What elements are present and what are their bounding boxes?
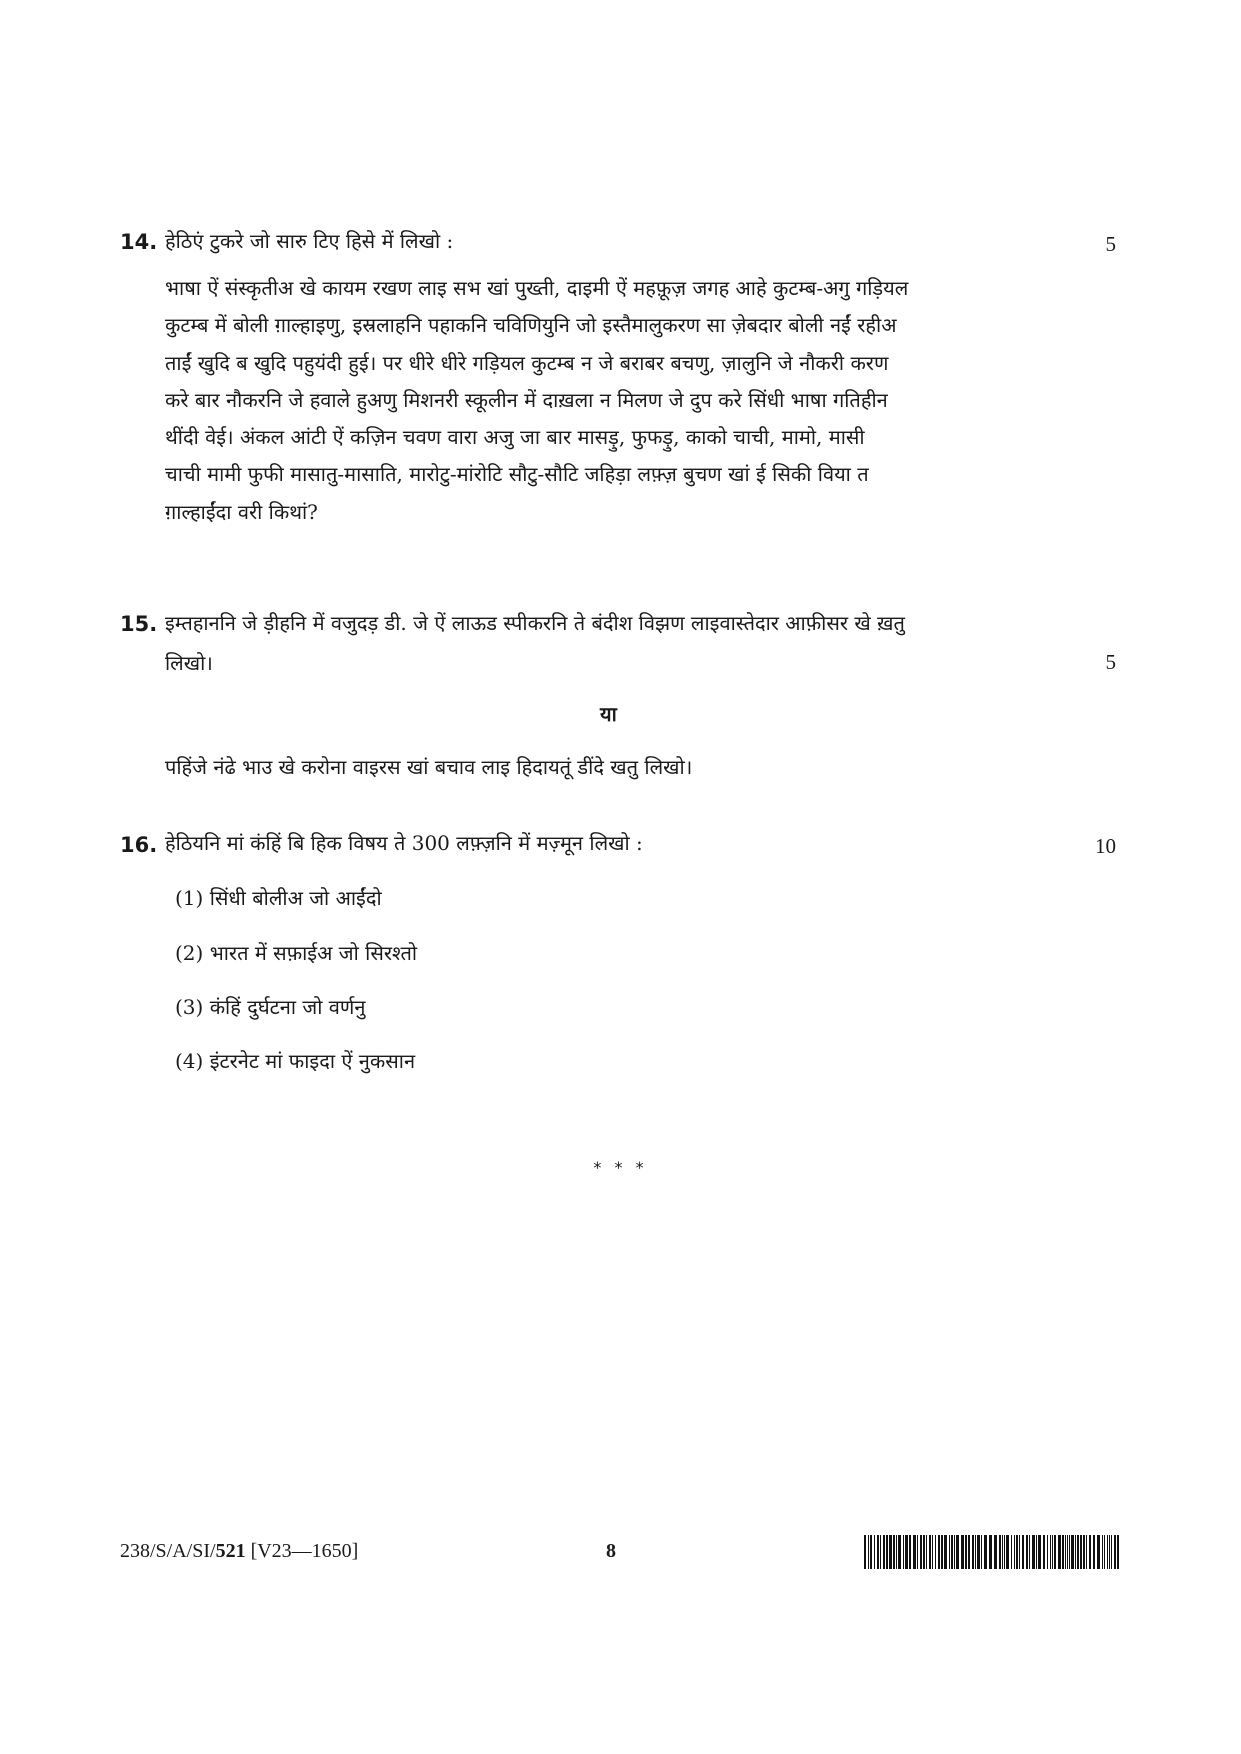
barcode-bar [1067, 1535, 1068, 1569]
question-marks: 5 [1105, 650, 1116, 674]
barcode-bar [1075, 1535, 1076, 1569]
barcode-bar [941, 1535, 943, 1569]
question-prompt: हेठियनि मां कंहिं बि हिक विषय ते 300 लफ़्ज़नि में मज़्मून लिखो : [165, 831, 643, 855]
barcode-bar [868, 1535, 869, 1569]
barcode-bar [951, 1535, 953, 1569]
barcode-bar [994, 1535, 997, 1569]
barcode-bar [923, 1535, 925, 1569]
barcode-bar [898, 1535, 901, 1569]
barcode-bar [1038, 1535, 1041, 1569]
passage-line: करे बार नौकरनि जे हवाले हुअणु मिशनरी स्कूलीन में दाख़ला न मिलण जे दुप करे सिंधी भाषा गतिहीन [165, 387, 888, 412]
barcode-bar [1089, 1535, 1091, 1569]
paper-code [120, 1540, 358, 1563]
barcode-bar [1114, 1535, 1116, 1569]
barcode-bar [1011, 1535, 1012, 1569]
barcode-bar [935, 1535, 936, 1569]
paper-code-prefix: 238/S/A/SI/ [120, 1540, 216, 1562]
passage-line: थींदी वेई। अंकल आंटी ऐं कज़िन चवण वारा अजु जा बार मासड़ु, फुफड़ु, काको चाची, मामो, मासी [165, 425, 865, 450]
barcode-bar [981, 1535, 982, 1569]
barcode-bar [905, 1535, 908, 1569]
barcode-bar [1047, 1535, 1048, 1569]
barcode-bar [1086, 1535, 1087, 1569]
barcode-bar [1058, 1535, 1061, 1569]
barcode-bar [1002, 1535, 1003, 1569]
barcode-bar [889, 1535, 892, 1569]
page-number: 8 [606, 1540, 616, 1562]
barcode-bar [877, 1535, 879, 1569]
barcode-bar [917, 1535, 918, 1569]
barcode-bar [989, 1535, 992, 1569]
barcode-bar [954, 1535, 955, 1569]
barcode-bar [1093, 1535, 1095, 1569]
paper-code-suffix: [V23—1650] [245, 1540, 359, 1562]
barcode-bar [1050, 1535, 1051, 1569]
barcode-bar [1111, 1535, 1112, 1569]
question-prompt-line: लिखो। [165, 651, 213, 675]
barcode-bar [1014, 1535, 1015, 1569]
barcode-bar [1026, 1535, 1028, 1569]
barcode-bar [929, 1535, 931, 1569]
essay-option: (2) भारत में सफ़ाईअ जो सिरश्तो [175, 941, 418, 965]
or-separator: या [600, 702, 617, 726]
barcode-bar [1077, 1535, 1079, 1569]
essay-option: (3) कंहिं दुर्घटना जो वर्णनु [175, 995, 366, 1019]
question-prompt: हेठिएं टुकरे जो सारु टिए हिसे में लिखो : [165, 229, 454, 253]
essay-option: (4) इंटरनेट मां फाइदा ऐं नुकसान [175, 1049, 416, 1073]
passage-line: भाषा ऐं संस्कृतीअ खे कायम रखण लाइ सभ खां पुख्ती, दाइमी ऐं महफ़ूज़ जगह आहे कुटम्ब-अगु गड़ियल [165, 276, 909, 300]
barcode-bar [1104, 1535, 1105, 1569]
barcode-bar [1004, 1535, 1005, 1569]
barcode-bar [1065, 1535, 1066, 1569]
barcode-bar [968, 1535, 970, 1569]
barcode-bar [1022, 1535, 1024, 1569]
barcode-bar [880, 1535, 881, 1569]
barcode-bar [1006, 1535, 1009, 1569]
barcode-bar [1107, 1535, 1108, 1569]
barcode-bar [1029, 1535, 1030, 1569]
barcode-bar [883, 1535, 885, 1569]
barcode-bar [1032, 1535, 1035, 1569]
barcode-bar [1102, 1535, 1103, 1569]
barcode-bar [870, 1535, 872, 1569]
barcode-bar [893, 1535, 895, 1569]
barcode-bar [956, 1535, 959, 1569]
question-marks: 10 [1095, 834, 1116, 858]
barcode-bar [977, 1535, 980, 1569]
barcode-bar [874, 1535, 875, 1569]
alternative-prompt: पहिंजे नंढे भाउ खे करोना वाइरस खां बचाव लाइ हिदायतूं डींदे खतु लिखो। [165, 755, 693, 779]
barcode-bar [913, 1535, 916, 1569]
barcode-bar [920, 1535, 922, 1569]
barcode-bar [1054, 1535, 1056, 1569]
passage-line: ग़ाल्हाईंदा वरी किथां? [165, 499, 318, 524]
barcode-bar [1016, 1535, 1018, 1569]
passage-line: चाची मामी फुफी मासातु-मासाति, मारोटु-मांरोटि सौटु-सौटि जहिड़ा लफ़्ज़ बुचण खां ई सिकी विया त [165, 462, 869, 487]
paper-code-number: 521 [215, 1540, 246, 1562]
barcode-bar [932, 1535, 933, 1569]
barcode-bar [1117, 1535, 1119, 1569]
question-prompt-line: इम्तहाननि जे ड़ीहनि में वजुदड़ डी. जे ऐं लाऊड स्पीकरनि ते बंदीश विझण लाइवास्तेदार आफ़ीसर खे ख़तु [165, 611, 905, 635]
passage-paragraph [165, 270, 1070, 531]
barcode-bar [1052, 1535, 1053, 1569]
barcode-bar [965, 1535, 967, 1569]
barcode-bar [975, 1535, 976, 1569]
barcode-bar [1097, 1535, 1100, 1569]
barcode-bar [1109, 1535, 1110, 1569]
question-number: 15. [120, 612, 158, 636]
question-number: 14. [120, 230, 158, 254]
barcode-bar [999, 1535, 1001, 1569]
essay-option: (1) सिंधी बोलीअ जो आईंदो [175, 886, 382, 910]
passage-line: कुटम्ब में बोली ग़ाल्हाइणु, इस्रलाहनि पहाकनि चविणियुनि जो इस्तैमालुकरण सा ज़ेबदार बोली नईं रहीअ [165, 313, 897, 338]
barcode-bar [926, 1535, 927, 1569]
barcode-bar [864, 1535, 866, 1569]
barcode-bar [1080, 1535, 1082, 1569]
barcode-bar [1019, 1535, 1020, 1569]
barcode-bar [903, 1535, 904, 1569]
barcode-bar [896, 1535, 897, 1569]
barcode-bar [984, 1535, 987, 1569]
barcode-bar [886, 1535, 888, 1569]
barcode-bar [961, 1535, 964, 1569]
barcode-bar [909, 1535, 911, 1569]
barcode-bar [1062, 1535, 1064, 1569]
barcode-bar [1083, 1535, 1085, 1569]
barcode-bar [1071, 1535, 1074, 1569]
end-of-paper-marker: * * * [593, 1158, 648, 1177]
barcode-image [864, 1535, 1120, 1569]
barcode-bar [1043, 1535, 1045, 1569]
question-marks: 5 [1105, 232, 1116, 256]
passage-line: ताईं खुदि ब खुदि पहुयंदी हुई। पर धीरे धीरे गड़ियल कुटम्ब न जे बराबर बचणु, ज़ालुनि जे नौकरी करण [165, 350, 889, 375]
question-number: 16. [120, 833, 158, 857]
barcode-bar [972, 1535, 974, 1569]
barcode-bar [938, 1535, 940, 1569]
barcode-bar [944, 1535, 947, 1569]
barcode-bar [1069, 1535, 1070, 1569]
barcode-bar [1036, 1535, 1037, 1569]
barcode-bar [949, 1535, 950, 1569]
